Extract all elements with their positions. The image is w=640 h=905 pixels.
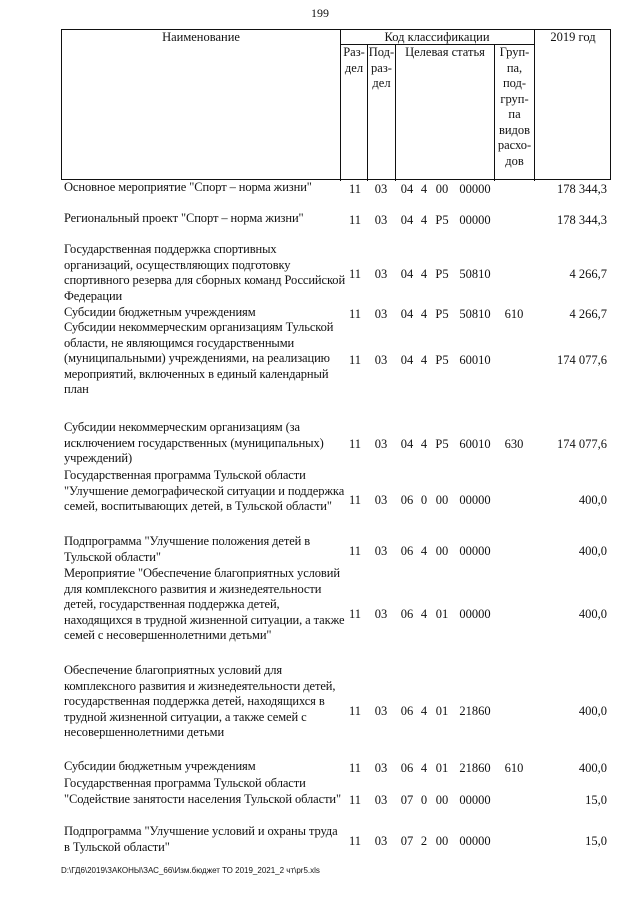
row-code-rz: 11	[348, 493, 362, 508]
row-code-t4: 50810	[459, 306, 491, 321]
row-code-pr: 03	[374, 760, 388, 775]
row-code-t3: 00	[435, 833, 449, 848]
row-code-vr: 610	[504, 306, 524, 321]
row-code-t2: 4	[420, 760, 428, 775]
row-code-t1: 06	[400, 493, 414, 508]
row-amount: 4 266,7	[569, 267, 607, 282]
row-name: Подпрограмма "Улучшение условий и охраны труда в Тульской области"	[64, 824, 338, 854]
row-code-t2: 0	[420, 793, 428, 808]
table-row	[0, 566, 640, 660]
row-amount: 400,0	[578, 493, 607, 508]
row-code-pr: 03	[374, 181, 388, 196]
row-code-t1: 07	[400, 833, 414, 848]
table-row	[0, 211, 640, 227]
row-code-t4: 00000	[459, 212, 491, 227]
row-name: Обеспечение благоприятных условий для комплексного развития и жизнедеятельности детей, государственная поддержка детей, находящихся в трудной жизненной ситуации, а также семей с несовершеннолетними детьми	[64, 663, 336, 740]
row-code-rz: 11	[348, 306, 362, 321]
row-code-t3: 00	[435, 493, 449, 508]
row-code-t4: 60010	[459, 353, 491, 367]
row-code-pr: 03	[374, 606, 388, 621]
row-name: Государственная поддержка спортивных организаций, осуществляющих подготовку спортивного резерва для сборных команд Российской Федерации	[64, 242, 346, 303]
header-expense-group: Груп- па, под- груп- па видов расхо- дов	[497, 45, 532, 168]
row-code-rz: 11	[348, 833, 362, 848]
row-code-rz: 11	[348, 703, 362, 718]
row-amount: 400,0	[578, 760, 607, 775]
row-code-t2: 4	[420, 437, 428, 452]
row-code-t1: 04	[400, 306, 414, 321]
row-name: Основное мероприятие "Спорт – норма жизни"	[64, 180, 312, 194]
row-code-pr: 03	[374, 833, 388, 848]
row-code-pr: 03	[374, 212, 388, 227]
row-code-pr: 03	[374, 493, 388, 508]
row-code-t1: 07	[400, 793, 414, 808]
row-amount: 15,0	[585, 793, 607, 808]
row-code-t4: 00000	[459, 606, 491, 621]
table-row	[0, 305, 640, 321]
row-code-pr: 03	[374, 267, 388, 282]
divider	[534, 30, 535, 181]
row-code-pr: 03	[374, 437, 388, 452]
table-row	[0, 420, 640, 467]
row-amount: 174 077,6	[557, 437, 607, 452]
row-code-t2: 4	[420, 543, 428, 558]
row-name: Подпрограмма "Улучшение положения детей в Тульской области"	[64, 534, 311, 564]
row-name: Региональный проект "Спорт – норма жизни"	[64, 211, 304, 225]
row-code-t3: 00	[435, 181, 449, 196]
row-code-pr: 03	[374, 543, 388, 558]
header-year: 2019 год	[550, 30, 596, 44]
row-code-pr: 03	[374, 703, 388, 718]
row-code-rz: 11	[348, 437, 362, 452]
row-code-rz: 11	[348, 212, 362, 227]
row-code-t2: 4	[420, 703, 428, 718]
table-row	[0, 663, 640, 757]
row-code-t3: P5	[435, 353, 449, 367]
row-code-t1: 04	[400, 437, 414, 452]
divider	[395, 44, 396, 181]
row-code-t2: 4	[420, 306, 428, 321]
row-code-t2: 4	[420, 181, 428, 196]
row-amount: 178 344,3	[557, 181, 607, 196]
row-amount: 15,0	[585, 833, 607, 848]
row-amount: 400,0	[578, 543, 607, 558]
header-classification: Код классификации	[384, 30, 490, 44]
row-code-pr: 03	[374, 353, 388, 367]
row-code-t2: 4	[420, 353, 428, 367]
row-name: Субсидии бюджетным учреждениям	[64, 759, 256, 773]
row-code-vr: 610	[504, 760, 524, 775]
row-code-t3: P5	[435, 212, 449, 227]
row-code-t2: 0	[420, 493, 428, 508]
row-code-pr: 03	[374, 306, 388, 321]
table-row	[0, 242, 640, 304]
table-header	[61, 29, 611, 180]
table-row	[0, 759, 640, 775]
row-code-rz: 11	[348, 793, 362, 808]
table-row	[0, 320, 640, 398]
row-code-t4: 00000	[459, 181, 491, 196]
header-target-article: Целевая статья	[405, 45, 485, 59]
row-code-t1: 06	[400, 760, 414, 775]
row-code-t1: 04	[400, 267, 414, 282]
file-path-footer: D:\ГД6\2019\ЗАКОНЫ\ЗАС_66\Изм.бюджет ТО 2019_2021_2 чт\pr5.xls	[61, 866, 320, 875]
row-code-t4: 21860	[459, 703, 491, 718]
row-code-t2: 4	[420, 267, 428, 282]
row-code-t4: 60010	[459, 437, 491, 452]
row-code-t2: 2	[420, 833, 428, 848]
row-code-t3: P5	[435, 306, 449, 321]
row-name: Субсидии некоммерческим организациям Тульской области, не являющимся государственными (муниципальными) учреждениями, на реализацию мероприятий, включенных в единый календарный план	[64, 320, 334, 397]
row-name: Субсидии бюджетным учреждениям	[64, 305, 256, 319]
row-name: Мероприятие "Обеспечение благоприятных условий для комплексного развития и жизнедеятельности детей, государственная поддержка детей, находящихся в трудной жизненной ситуации, а также семей с несовершеннолетними детьми"	[64, 566, 345, 643]
row-code-t4: 00000	[459, 493, 491, 508]
row-code-t2: 4	[420, 606, 428, 621]
row-code-rz: 11	[348, 353, 362, 367]
row-amount: 4 266,7	[569, 306, 607, 321]
row-code-t4: 50810	[459, 267, 491, 282]
table-row	[0, 468, 640, 530]
row-code-t2: 4	[420, 212, 428, 227]
row-amount: 400,0	[578, 606, 607, 621]
row-amount: 178 344,3	[557, 212, 607, 227]
row-code-pr: 03	[374, 793, 388, 808]
row-code-t3: 01	[435, 703, 449, 718]
row-code-t1: 04	[400, 181, 414, 196]
row-code-t1: 06	[400, 606, 414, 621]
row-code-rz: 11	[348, 267, 362, 282]
row-code-t3: 01	[435, 606, 449, 621]
row-code-t1: 06	[400, 543, 414, 558]
row-code-t4: 00000	[459, 793, 491, 808]
row-code-t3: 00	[435, 543, 449, 558]
row-code-t4: 00000	[459, 543, 491, 558]
row-name: Государственная программа Тульской области "Улучшение демографической ситуации и поддержка семей, воспитывающих детей, в Тульской области"	[64, 468, 345, 514]
row-code-t3: P5	[435, 437, 449, 452]
table-row	[0, 824, 640, 855]
row-code-t3: 00	[435, 793, 449, 808]
row-name: Субсидии некоммерческим организациям (за исключением государственных (муниципальных) учреждений)	[64, 420, 324, 466]
row-code-rz: 11	[348, 543, 362, 558]
row-code-t4: 00000	[459, 833, 491, 848]
row-amount: 400,0	[578, 703, 607, 718]
row-code-rz: 11	[348, 606, 362, 621]
page-number: 199	[311, 6, 329, 20]
header-section: Раз- дел	[343, 45, 365, 75]
row-code-rz: 11	[348, 181, 362, 196]
row-code-rz: 11	[348, 760, 362, 775]
table-row	[0, 534, 640, 565]
row-code-t3: P5	[435, 267, 449, 282]
row-code-t1: 04	[400, 353, 414, 367]
header-name: Наименование	[162, 30, 240, 44]
row-code-t1: 04	[400, 212, 414, 227]
table-row	[0, 180, 640, 196]
row-name: Государственная программа Тульской области "Содействие занятости населения Тульской области"	[64, 776, 342, 806]
table-row	[0, 776, 640, 823]
row-amount: 174 077,6	[557, 353, 607, 367]
row-code-vr: 630	[504, 437, 524, 452]
header-subsection: Под- раз- дел	[368, 45, 395, 90]
row-code-t3: 01	[435, 760, 449, 775]
row-code-t1: 06	[400, 703, 414, 718]
row-code-t4: 21860	[459, 760, 491, 775]
